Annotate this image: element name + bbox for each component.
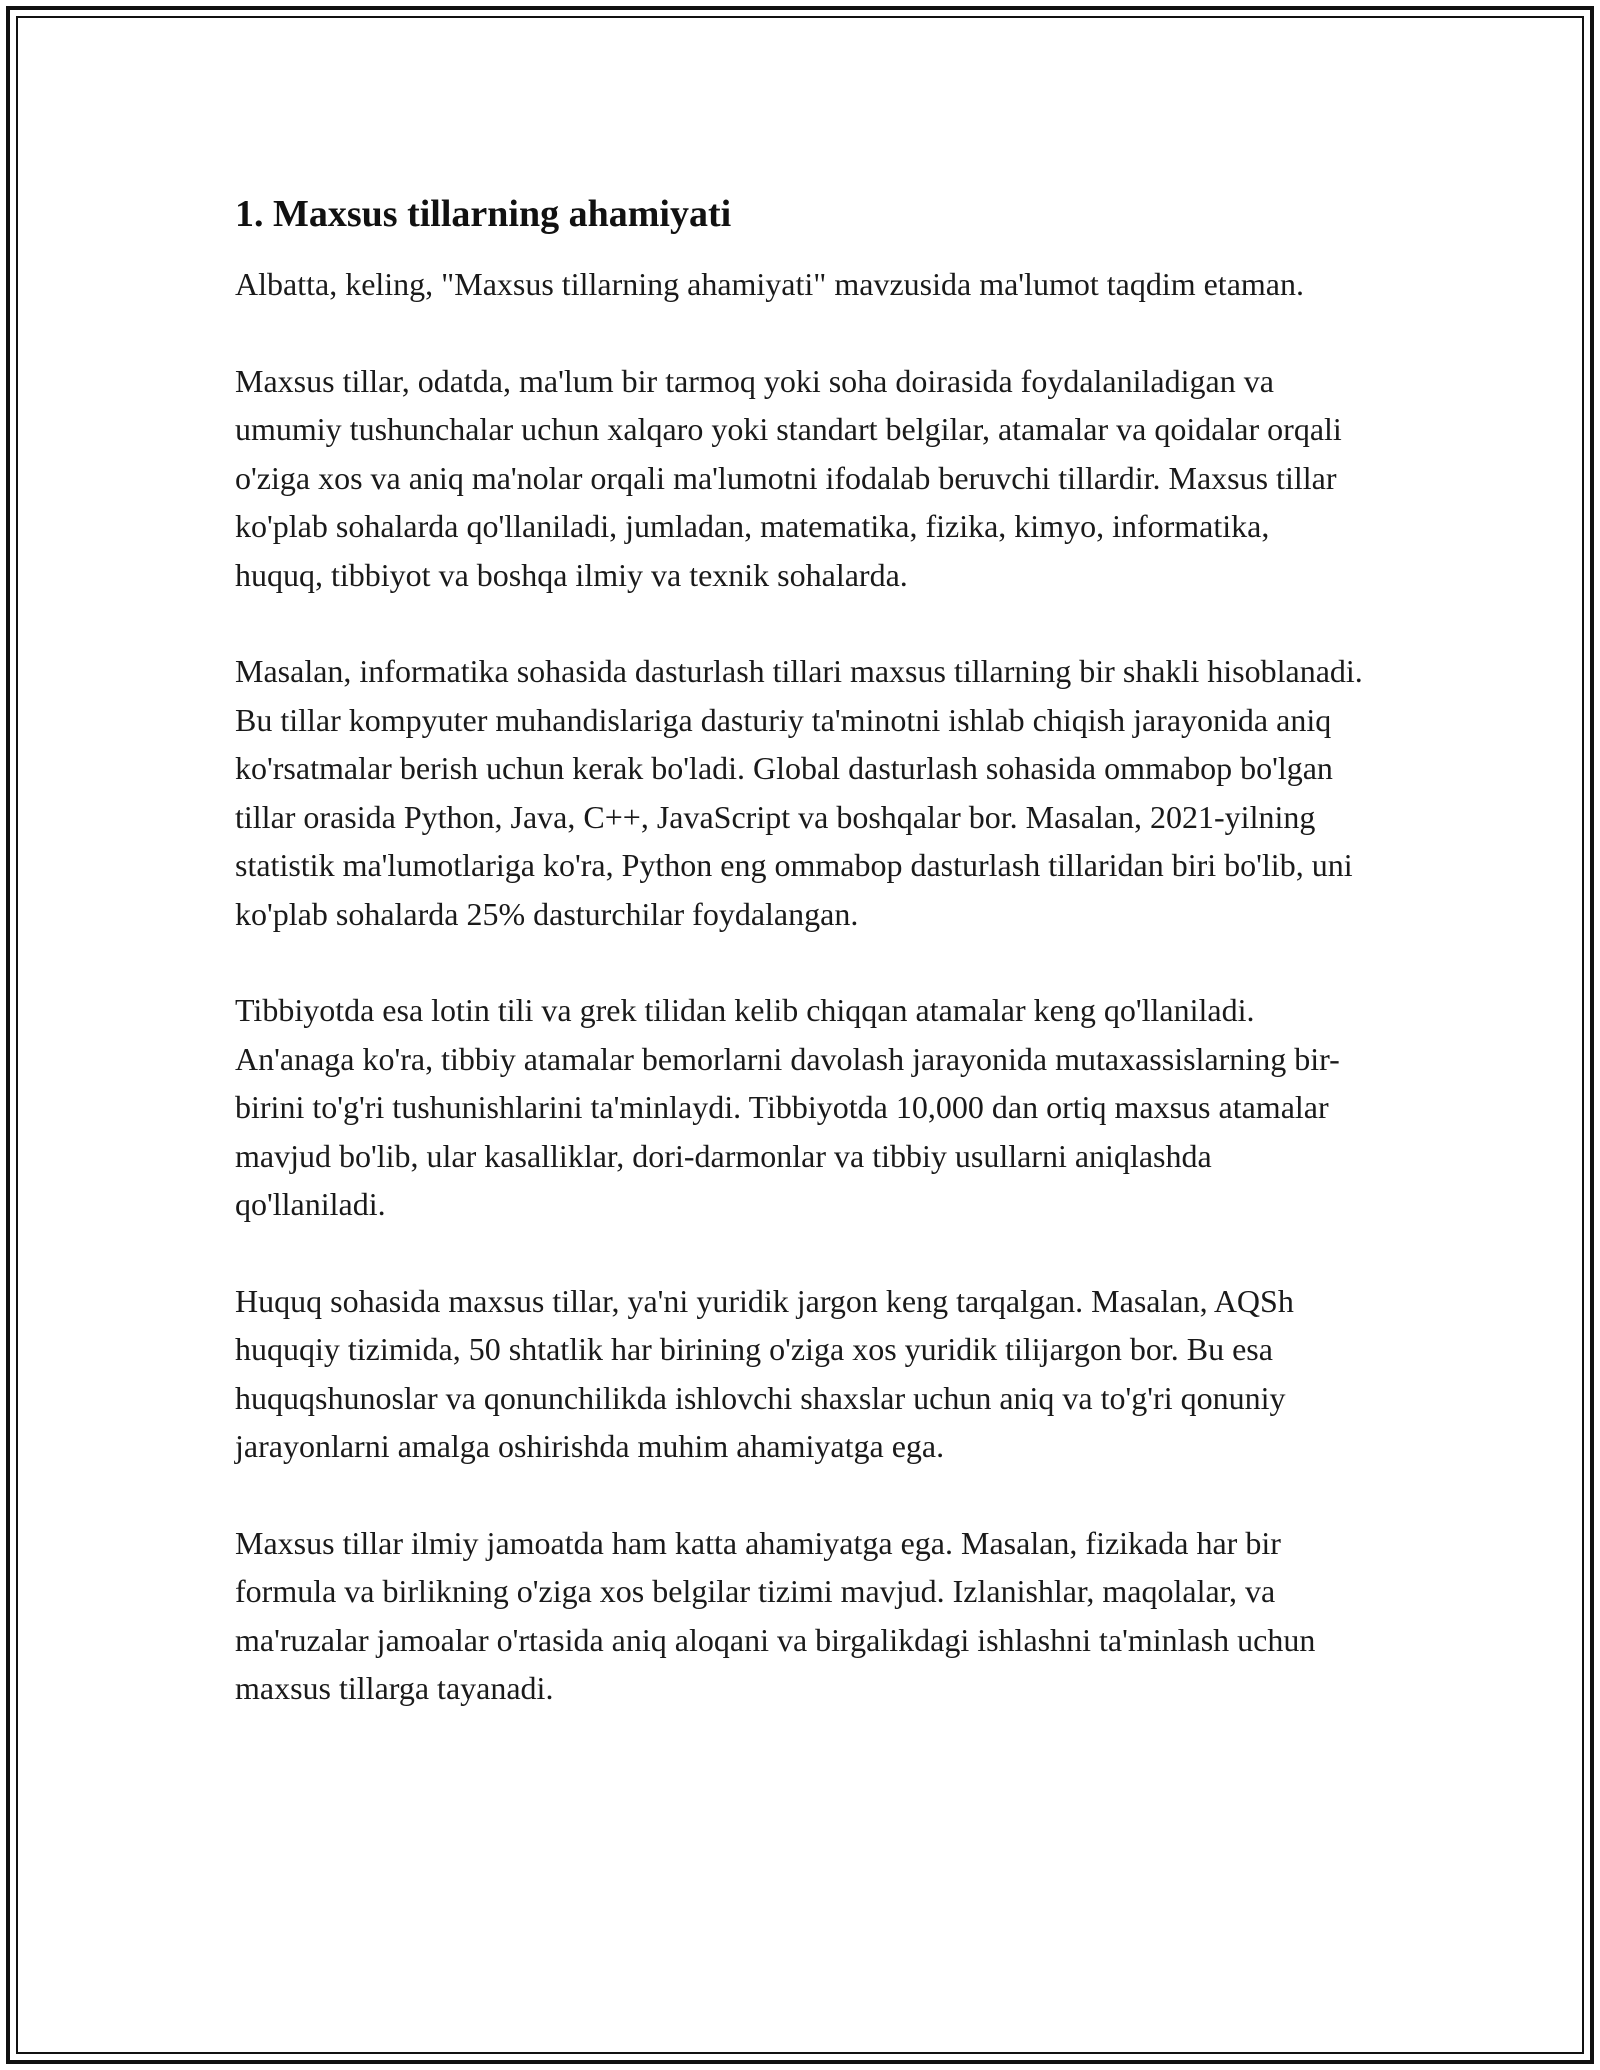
paragraph-science: Maxsus tillar ilmiy jamoatda ham katta ahamiyatga ega. Masalan, fizikada har bir formula va birlikning o'ziga xos belgilar tizimi mavjud. Izlanishlar, maqolalar, va ma'ruzalar jamoalar o'rtasida aniq aloqani va birgalikdagi ishlashni ta'minlash uchun maxsus tillarga tayanadi.: [235, 1524, 1316, 1706]
paragraph-informatics: Masalan, informatika sohasida dasturlash tillari maxsus tillarning bir shakli hisoblanadi. Bu tillar kompyuter muhandislariga dasturiy ta'minotni ishlab chiqish jarayonida aniq ko'rsatmalar berish uchun kerak bo'ladi. Global dasturlash sohasida ommabop bo'lgan tillar orasida Python, Java, C++, JavaScript va boshqalar bor. Masalan, 2021-yilning statistik ma'lumotlariga ko'ra, Python eng ommabop dasturlash tillaridan biri bo'lib, uni ko'plab sohalarda 25% dasturchilar foydalangan.: [235, 653, 1363, 932]
section-title: 1. Maxsus tillarning ahamiyati: [235, 193, 732, 235]
paragraph-law: Huquq sohasida maxsus tillar, ya'ni yuridik jargon keng tarqalgan. Masalan, AQSh huquqiy tizimida, 50 shtatlik har birining o'ziga xos yuridik tilijargon bor. Bu esa huquqshunoslar va qonunchilikda ishlovchi shaxslar uchun aniq va to'g'ri qonuniy jarayonlarni amalga oshirishda muhim ahamiyatga ega.: [235, 1282, 1294, 1464]
document-body: [235, 188, 1365, 1761]
paragraph-medicine: Tibbiyotda esa lotin tili va grek tilidan kelib chiqqan atamalar keng qo'llaniladi. An'anaga ko'ra, tibbiy atamalar bemorlarni davolash jarayonida mutaxassislarning bir-birini to'g'ri tushunishlarini ta'minlaydi. Tibbiyotda 10,000 dan ortiq maxsus atamalar mavjud bo'lib, ular kasalliklar, dori-darmonlar va tibbiy usullarni aniqlashda qo'llaniladi.: [235, 992, 1340, 1222]
paragraph-intro: Albatta, keling, "Maxsus tillarning ahamiyati" mavzusida ma'lumot taqdim etaman.: [235, 266, 1304, 302]
paragraph-definition: Maxsus tillar, odatda, ma'lum bir tarmoq yoki soha doirasida foydalaniladigan va umumiy tushunchalar uchun xalqaro yoki standart belgilar, atamalar va qoidalar orqali o'ziga xos va aniq ma'nolar orqali ma'lumotni ifodalab beruvchi tillardir. Maxsus tillar ko'plab sohalarda qo'llaniladi, jumladan, matematika, fizika, kimyo, informatika, huquq, tibbiyot va boshqa ilmiy va texnik sohalarda.: [235, 362, 1342, 593]
